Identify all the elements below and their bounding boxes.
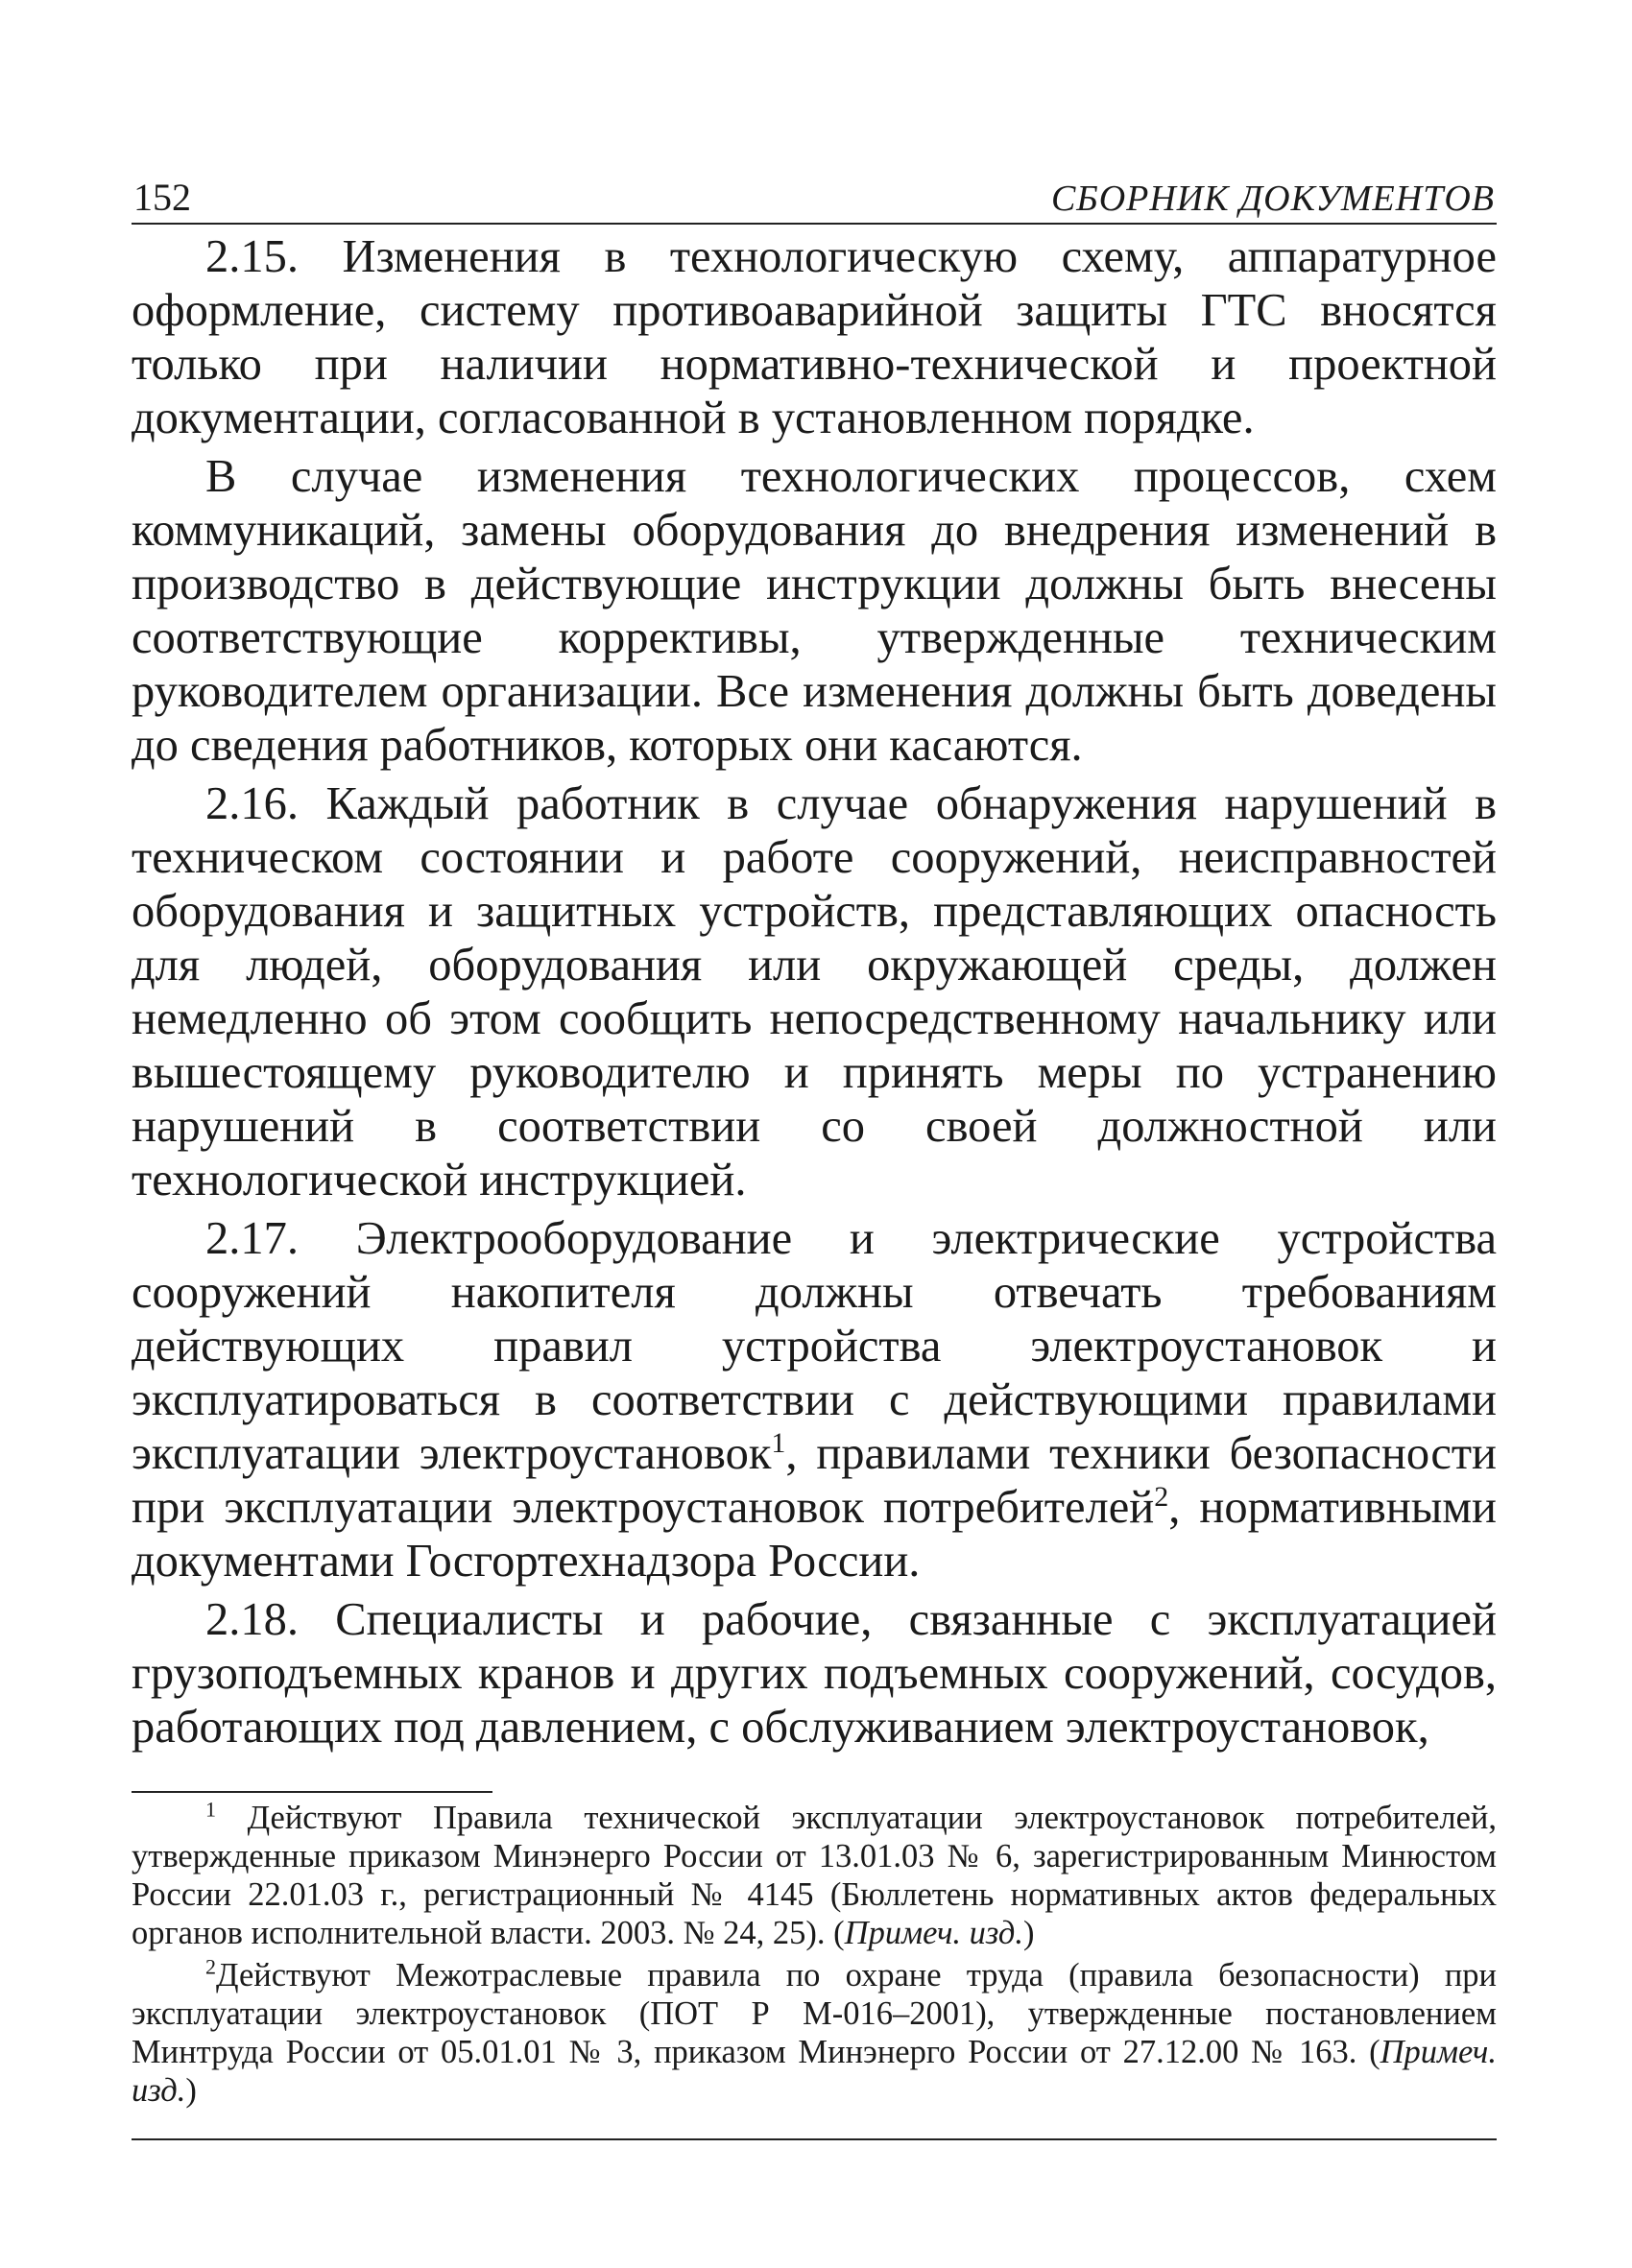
footnote-2-mark: 2	[205, 1954, 216, 1979]
footnote-divider	[132, 1791, 492, 1793]
paragraph-changes: В случае изменения технологических процессов, схем коммуникаций, замены оборудования до внедрения изменений в производство в действующие инструкции должны быть внесены соответствующие коррективы, утвержденные техническим руководителем организации. Все изменения должны быть доведены до сведения работников, которых они касаются.	[132, 451, 1497, 771]
running-title: СБОРНИК ДОКУМЕНТОВ	[1050, 179, 1495, 219]
paragraph-2-15: 2.15. Изменения в технологическую схему, аппаратурное оформление, систему противоаварийной защиты ГТС вносятся только при наличии нормативно-технической и проектной документации, согласованной в установленном порядке.	[132, 231, 1497, 443]
paragraph-2-17-part-a: 2.17. Электрооборудование и электрические устройства сооружений накопителя должны отвечать требованиям действующих правил устройства электроустановок и эксплуатироваться в соответствии с действующими правилами эксплуатации электроустановок	[132, 1213, 1497, 1479]
paragraph-2-16: 2.16. Каждый работник в случае обнаружения нарушений в техническом состоянии и работе сооружений, неисправностей оборудования и защитных устройств, представляющих опасность для людей, оборудования или окружающей среды, должен немедленно об этом сообщить непосредственному начальнику или вышестоящему руководителю и принять меры по устранению нарушений в соответствии со своей должностной или технологической инструкцией.	[132, 778, 1497, 1206]
body-text	[132, 230, 1497, 1755]
footnote-2-text: Действуют Межотраслевые правила по охране труда (правила безопасности) при эксплуатации электроустановок (ПОТ Р М-016–2001), утвержденные постановлением Минтруда России от 05.01.01 № 3, приказом Минэнерго России от 27.12.00 № 163. (	[132, 1957, 1497, 2070]
footnote-2-publisher-note: Примеч. изд.	[132, 2034, 1497, 2109]
footnote-2	[132, 1956, 1497, 2110]
paragraph-2-18: 2.18. Специалисты и рабочие, связанные с эксплуатацией грузоподъемных кранов и других подъемных сооружений, сосудов, работающих под давлением, с обслуживанием электроустановок,	[132, 1594, 1497, 1753]
footnote-1	[132, 1799, 1497, 1952]
document-page	[132, 173, 1497, 2112]
footnote-1-mark: 1	[205, 1797, 216, 1822]
page-number: 152	[133, 176, 191, 219]
footnotes	[132, 1799, 1497, 2110]
footnote-2-end: )	[185, 2072, 197, 2109]
page-header	[132, 173, 1497, 225]
paragraph-2-17-part-b: , правилами техники безопасности при эксплуатации электроустановок потребителей	[132, 1428, 1497, 1533]
footnote-1-end: )	[1023, 1915, 1035, 1951]
footnote-ref-1[interactable]: 1	[771, 1426, 786, 1459]
footnote-1-publisher-note: Примеч. изд.	[844, 1915, 1023, 1951]
bottom-divider	[132, 2138, 1497, 2140]
paragraph-2-17-part-c: , нормативными документами Госгортехнадзора России.	[132, 1482, 1497, 1587]
footnote-1-text: Действуют Правила технической эксплуатации электроустановок потребителей, утвержденные приказом Минэнерго России от 13.01.03 № 6, зарегистрированным Минюстом России 22.01.03 г., регистрационный № 4145 (Бюллетень нормативных актов федеральных органов исполнительной власти. 2003. № 24, 25). (	[132, 1800, 1497, 1951]
paragraph-2-17	[132, 1212, 1497, 1588]
footnote-ref-2[interactable]: 2	[1154, 1480, 1169, 1513]
